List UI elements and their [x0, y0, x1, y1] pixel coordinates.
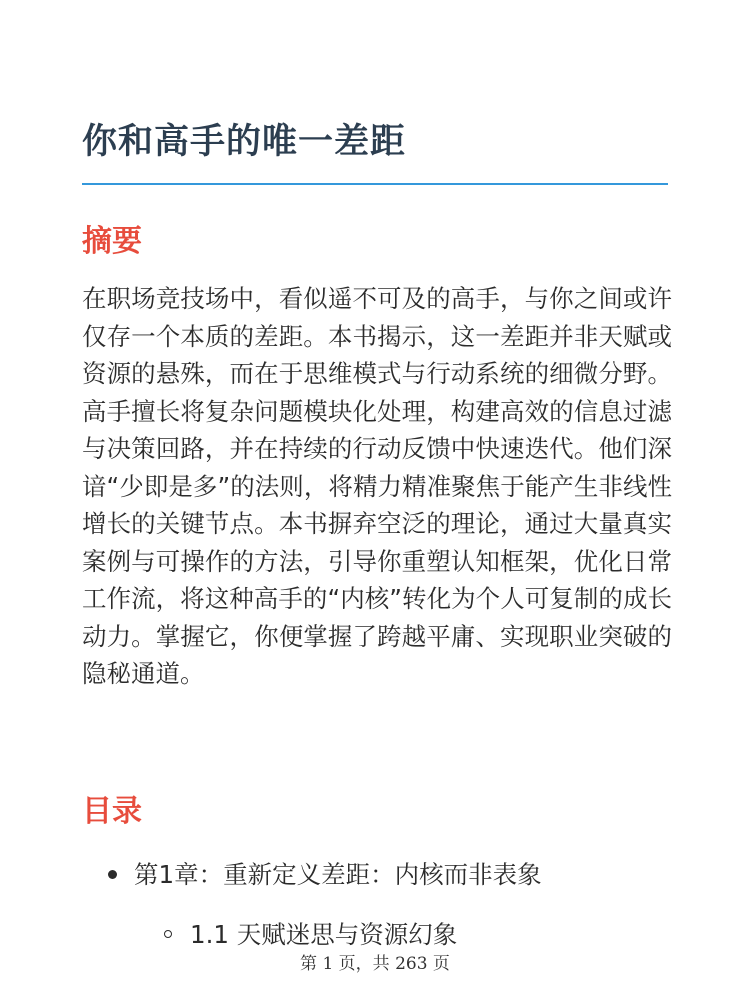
toc-list — [82, 855, 542, 895]
bullet-disc-icon — [108, 870, 117, 879]
page-number-footer: 第 1 页，共 263 页 — [0, 953, 750, 975]
toc-chapter-item[interactable] — [82, 855, 542, 895]
book-title: 你和高手的唯一差距 — [82, 122, 407, 162]
toc-section-label: 1.1 天赋迷思与资源幻象 — [190, 920, 458, 949]
toc-heading: 目录 — [82, 794, 142, 829]
abstract-heading: 摘要 — [82, 224, 142, 259]
abstract-paragraph: 在职场竞技场中，看似遥不可及的高手，与你之间或许仅存一个本质的差距。本书揭示，这一差距并非天赋或资源的悬殊，而在于思维模式与行动系统的细微分野。高手擅长将复杂问题模块化处理，构建高效的信息过滤与决策回路，并在持续的行动反馈中快速迭代。他们深谙“少即是多”的法则，将精力精准聚焦于能产生非线性增长的关键节点。本书摒弃空泛的理论，通过大量真实案例与可操作的方法，引导你重塑认知框架，优化日常工作流，将这种高手的“内核”转化为个人可复制的成长动力。掌握它，你便掌握了跨越平庸、实现职业突破的隐秘通道。 — [82, 284, 672, 688]
toc-section-item[interactable] — [82, 915, 457, 955]
title-divider — [82, 183, 668, 185]
bullet-circle-icon — [164, 930, 172, 938]
toc-chapter-label: 第1章：重新定义差距：内核而非表象 — [134, 860, 542, 889]
